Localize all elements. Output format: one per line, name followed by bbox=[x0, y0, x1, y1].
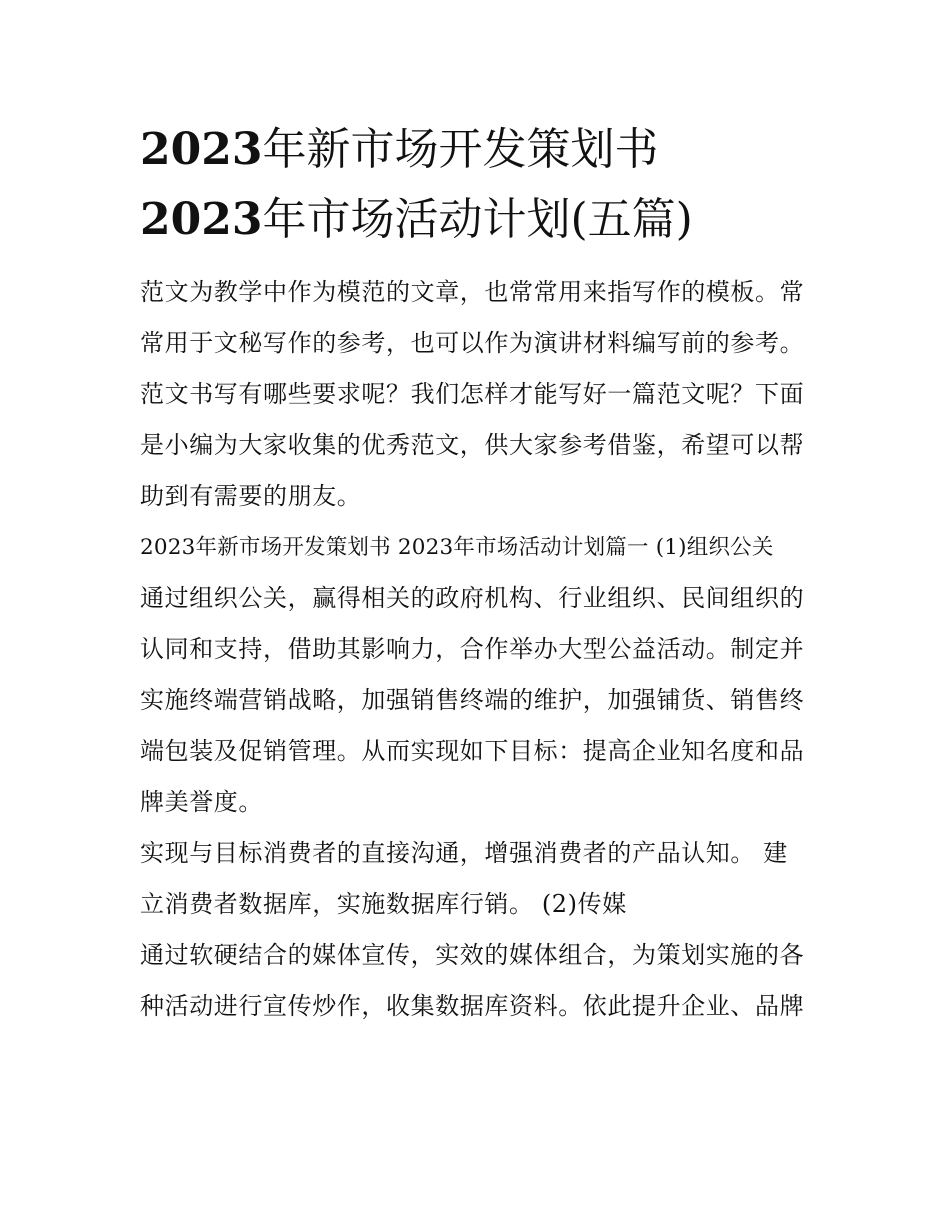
intro-paragraph: 范文为教学中作为模范的文章，也常常用来指写作的模板。常常用于文秘写作的参考，也可以作为演讲材料编写前的参考。范文书写有哪些要求呢？我们怎样才能写好一篇范文呢？下面是小编为大家收集的优秀范文，供大家参考借鉴，希望可以帮助到有需要的朋友。 bbox=[140, 278, 805, 510]
title-text-2: 年市场活动计划(五篇) bbox=[262, 194, 693, 245]
consumer-communication-paragraph: 实现与目标消费者的直接沟通，增强消费者的产品认知。 建立消费者数据库，实施数据库行销。 (2)传媒 bbox=[140, 839, 788, 918]
media-paragraph: 通过软硬结合的媒体宣传，实效的媒体组合，为策划实施的各种活动进行宣传炒作，收集数据库资料。依此提升企业、品牌 bbox=[140, 941, 805, 1020]
public-relations-paragraph: 通过组织公关，赢得相关的政府机构、行业组织、民间组织的认同和支持，借助其影响力，合作举办大型公益活动。制定并实施终端营销战略，加强销售终端的维护，加强铺货、销售终端包装及促销管理。从而实现如下目标：提高企业知名度和品牌美誉度。 bbox=[140, 584, 805, 816]
title-year-2: 2023 bbox=[140, 194, 263, 245]
section-heading-paragraph: 2023年新市场开发策划书 2023年市场活动计划篇一 (1)组织公关 bbox=[140, 535, 774, 560]
document-title-line-2 bbox=[140, 185, 812, 255]
document-page bbox=[140, 115, 812, 1032]
document-body bbox=[140, 267, 812, 1032]
document-title-line-1 bbox=[140, 115, 812, 185]
title-year-1: 2023 bbox=[140, 124, 263, 175]
title-text-1: 年新市场开发策划书 bbox=[262, 124, 659, 175]
